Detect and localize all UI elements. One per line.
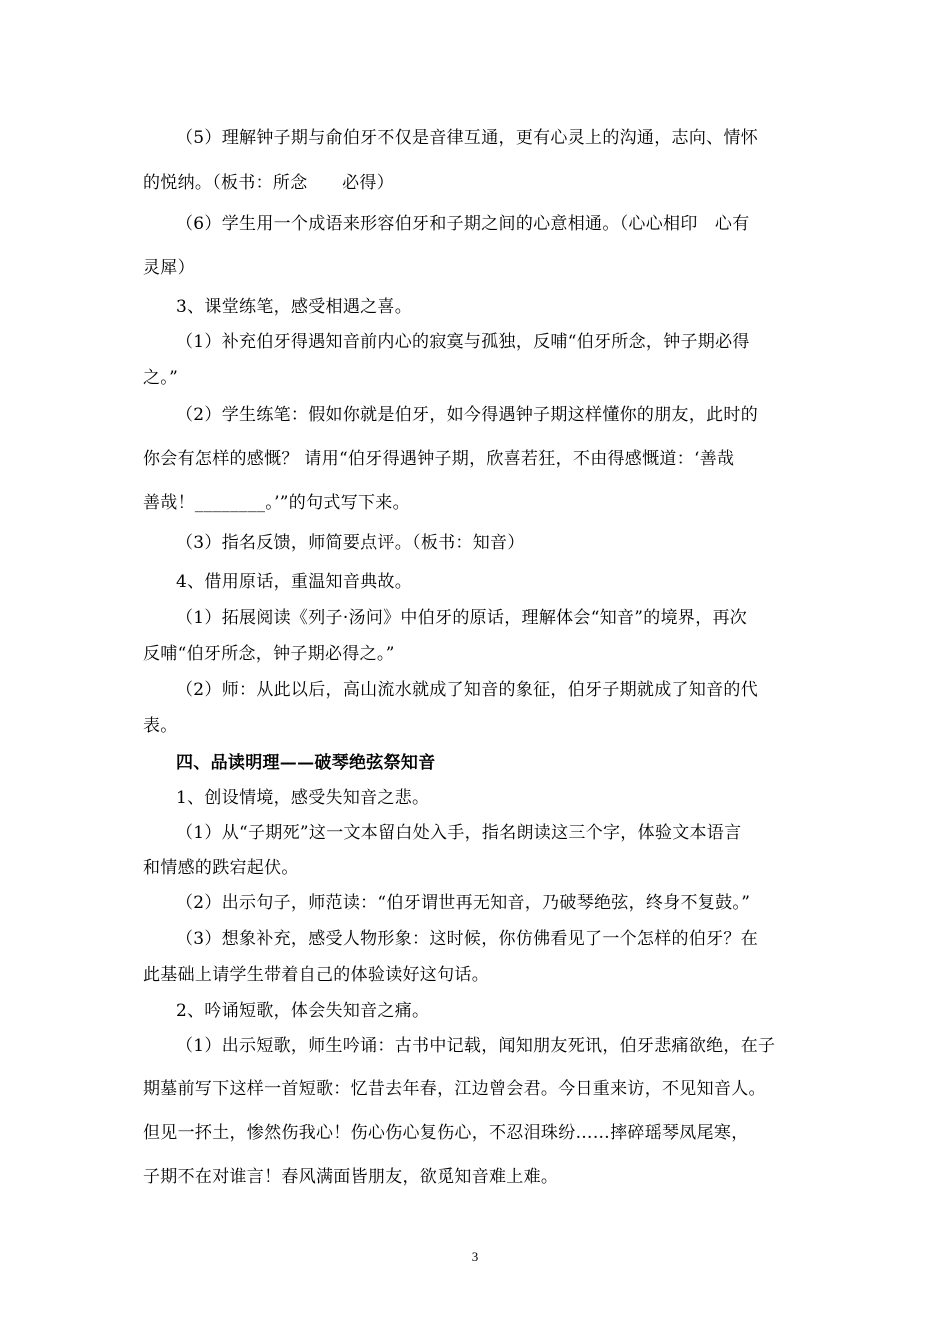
paragraph-line: （2）师：从此以后，高山流水就成了知音的象征，伯牙子期就成了知音的代	[176, 680, 759, 700]
paragraph-line: 子期不在对谁言！春风满面皆朋友，欲觅知音难上难。	[143, 1167, 559, 1187]
paragraph-line: （1）出示短歌，师生吟诵：古书中记载，闻知朋友死讯，伯牙悲痛欲绝，在子	[176, 1036, 776, 1056]
paragraph-line: （3）指名反馈，师简要点评。（板书：知音）	[176, 533, 525, 553]
page-number: 3	[471, 1249, 479, 1264]
paragraph-line: 2、吟诵短歌，体会失知音之痛。	[176, 1001, 430, 1021]
paragraph-line: （1）补充伯牙得遇知音前内心的寂寞与孤独，反哺“伯牙所念，钟子期必得	[176, 332, 750, 352]
paragraph-line: 3、课堂练笔，感受相遇之喜。	[176, 297, 413, 317]
paragraph-line: 4、借用原话，重温知音典故。	[176, 572, 413, 592]
paragraph-line: （1）从“子期死”这一文本留白处入手，指名朗读这三个字，体验文本语言	[176, 823, 742, 843]
paragraph-line: （3）想象补充，感受人物形象：这时候，你仿佛看见了一个怎样的伯牙？在	[176, 929, 759, 949]
paragraph-line: （5）理解钟子期与俞伯牙不仅是音律互通，更有心灵上的沟通，志向、情怀	[176, 128, 759, 148]
paragraph-line: 此基础上请学生带着自己的体验读好这句话。	[143, 965, 489, 985]
paragraph-line: 的悦纳。（板书：所念 必得）	[143, 173, 394, 193]
paragraph-line: 期墓前写下这样一首短歌：忆昔去年春，江边曾会君。今日重来访，不见知音人。	[143, 1079, 766, 1099]
paragraph-line: （2）学生练笔：假如你就是伯牙，如今得遇钟子期这样懂你的朋友，此时的	[176, 405, 759, 425]
paragraph-line: 之。”	[143, 368, 179, 388]
paragraph-line: 1、创设情境，感受失知音之悲。	[176, 788, 430, 808]
paragraph-line: （6）学生用一个成语来形容伯牙和子期之间的心意相通。（心心相印 心有	[176, 214, 750, 234]
paragraph-line: 你会有怎样的感慨？ 请用“伯牙得遇钟子期，欣喜若狂，不由得感慨道：‘善哉	[143, 449, 735, 469]
paragraph-line: 反哺“伯牙所念，钟子期必得之。”	[143, 644, 395, 664]
paragraph-line: （1）拓展阅读《列子·汤问》中伯牙的原话，理解体会“知音”的境界，再次	[176, 608, 748, 628]
paragraph-line: （2）出示句子，师范读：“伯牙谓世再无知音，乃破琴绝弦，终身不复鼓。”	[176, 893, 751, 913]
paragraph-line: 灵犀）	[143, 258, 195, 278]
section-heading: 四、品读明理——破琴绝弦祭知音	[176, 753, 436, 773]
paragraph-line: 善哉！________。’”的句式写下来。	[143, 493, 410, 513]
paragraph-line: 表。	[143, 716, 178, 736]
paragraph-line: 和情感的跌宕起伏。	[143, 858, 299, 878]
paragraph-line: 但见一抔土，惨然伤我心！伤心伤心复伤心，不忍泪珠纷……摔碎瑶琴凤尾寒，	[143, 1123, 749, 1143]
